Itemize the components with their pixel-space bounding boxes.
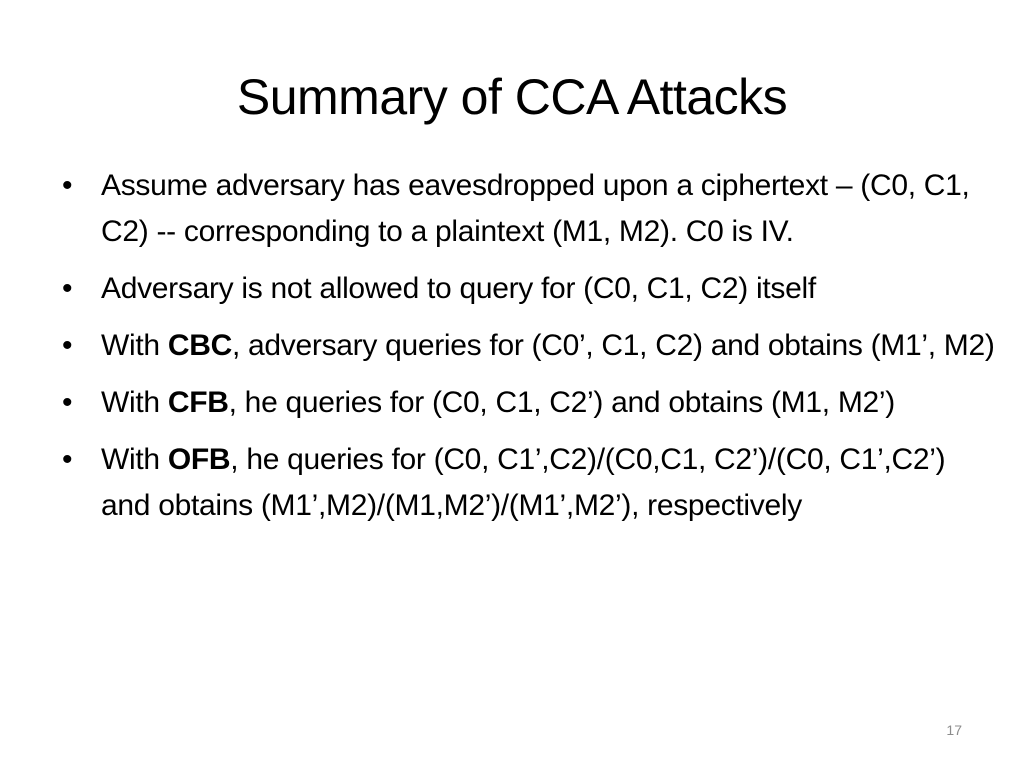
bullet-item [62, 323, 997, 369]
bullet-list [62, 163, 997, 540]
bullet-text-rest: , adversary queries for (C0’, C1, C2) and obtains (M1’, M2) [231, 329, 995, 362]
bullet-text-rest: , he queries for (C0, C1’,C2)/(C0,C1, C2’)/(C0, C1’,C2’) and obtains (M1’,M2)/(M1,M2’)/(M1’,M2’), respectively [101, 443, 946, 522]
bullet-dot-icon: • [62, 272, 73, 305]
bullet-mode-name: OFB [167, 443, 231, 476]
bullet-item [62, 437, 997, 529]
bullet-item [62, 163, 997, 255]
bullet-dot-icon: • [62, 329, 73, 362]
bullet-text-rest: , he queries for (C0, C1, C2’) and obtains (M1, M2’) [228, 386, 895, 419]
page-number: 17 [946, 722, 962, 738]
bullet-text: Assume adversary has eavesdropped upon a ciphertext – (C0, C1, C2) -- corresponding to a plaintext (M1, M2). C0 is IV. [101, 169, 970, 248]
bullet-text: With [101, 443, 168, 476]
slide-title: Summary of CCA Attacks [236, 69, 788, 125]
bullet-text: With [101, 386, 168, 419]
bullet-text: Adversary is not allowed to query for (C0, C1, C2) itself [101, 272, 816, 305]
bullet-dot-icon: • [62, 386, 73, 419]
bullet-text: With [101, 329, 168, 362]
bullet-mode-name: CFB [167, 386, 229, 419]
bullet-dot-icon: • [62, 443, 73, 476]
bullet-item [62, 380, 997, 426]
bullet-mode-name: CBC [167, 329, 232, 362]
bullet-item [62, 266, 997, 312]
bullet-dot-icon: • [62, 169, 73, 202]
